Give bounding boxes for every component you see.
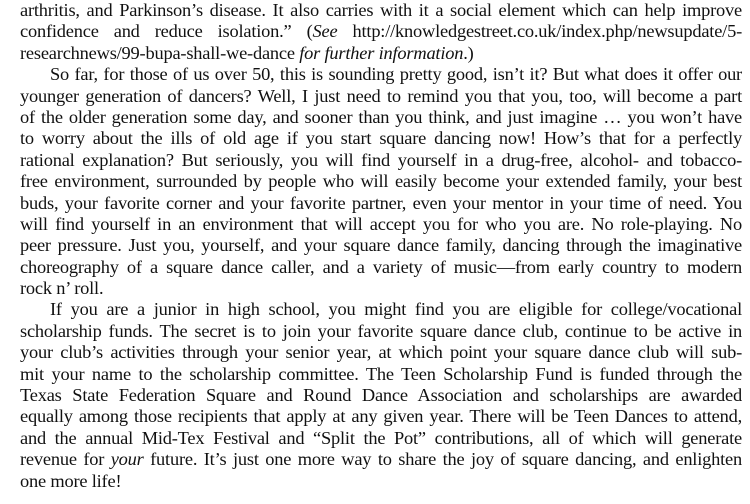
text-line [20, 342, 742, 363]
text-line [20, 193, 742, 214]
text-line [20, 43, 742, 64]
text-line [20, 257, 742, 278]
text-line [20, 385, 742, 406]
text-run: will find yourself in an environment that will accept you for who you are. No role-playing. No [20, 213, 742, 234]
text-line [20, 406, 742, 427]
text-run: .) [463, 42, 474, 63]
italic-text: for further information [299, 42, 464, 63]
text-line [20, 21, 742, 42]
text-line [20, 235, 742, 256]
text-run: http://knowledgestreet.co.uk/index.php/newsupdate/5- [337, 21, 743, 42]
text-run: free environment, surrounded by people who will easily become your extended family, your best [20, 171, 742, 192]
text-line [20, 449, 742, 470]
italic-text: See [312, 21, 338, 42]
paragraph-citation-tail [20, 0, 742, 64]
paragraph-younger-generation [20, 64, 742, 299]
text-run: revenue for [20, 449, 111, 470]
text-line [20, 86, 742, 107]
text-line [20, 471, 742, 492]
text-line [20, 64, 742, 85]
text-run: one more life! [20, 470, 122, 491]
text-line [20, 364, 742, 385]
text-run: Texas State Federation Square and Round Dance Association and scholarships are awarded [20, 385, 742, 406]
text-run: confidence and reduce isolation.” ( [20, 21, 313, 42]
document-page [20, 0, 742, 492]
paragraph-scholarship [20, 299, 742, 492]
text-run: mit your name to the scholarship committee. The Teen Scholarship Fund is funded through the [20, 363, 742, 384]
text-line [20, 299, 742, 320]
text-run: future. It’s just one more way to share the joy of square dancing, and enlighten [143, 449, 742, 470]
text-line [20, 107, 742, 128]
text-run: rock n’ roll. [20, 278, 104, 299]
text-run: So far, for those of us over 50, this is sounding pretty good, isn’t it? But what does it offer our [50, 64, 742, 85]
text-line [20, 428, 742, 449]
text-run: equally among those recipients that apply at any given year. There will be Teen Dances to attend, [20, 406, 742, 427]
text-line [20, 321, 742, 342]
italic-text: your [110, 449, 144, 470]
text-run: younger generation of dancers? Well, I just need to remind you that you, too, will become a part [20, 85, 742, 106]
text-line [20, 128, 742, 149]
text-run: of the older generation some day, and sooner than you think, and just imagine … you won’t have [20, 106, 742, 127]
text-line [20, 214, 742, 235]
text-run: and the annual Mid-Tex Festival and “Split the Pot” contributions, all of which will generate [20, 427, 742, 448]
text-run: arthritis, and Parkinson’s disease. It also carries with it a social element which can help improve [20, 0, 742, 20]
text-run: researchnews/99-bupa-shall-we-dance [20, 42, 300, 63]
text-run: choreography of a square dance caller, and a variety of music—from early country to modern [20, 256, 742, 277]
text-line [20, 150, 742, 171]
text-run: peer pressure. Just you, yourself, and your square dance family, dancing through the imaginative [20, 235, 742, 256]
text-run: your club’s activities through your senior year, at which point your square dance club will sub- [20, 342, 742, 363]
text-run: to worry about the ills of old age if you start square dancing now! How’s that for a perfectly [20, 128, 742, 149]
text-run: If you are a junior in high school, you might find you are eligible for college/vocational [50, 299, 742, 320]
text-line [20, 171, 742, 192]
text-line [20, 278, 742, 299]
text-run: rational explanation? But seriously, you will find yourself in a drug-free, alcohol- and tobacco- [20, 149, 742, 170]
text-run: scholarship funds. The secret is to join your favorite square dance club, continue to be active in [20, 320, 742, 341]
text-run: buds, your favorite corner and your favorite partner, even your mentor in your time of need. You [20, 192, 742, 213]
text-line [20, 0, 742, 21]
